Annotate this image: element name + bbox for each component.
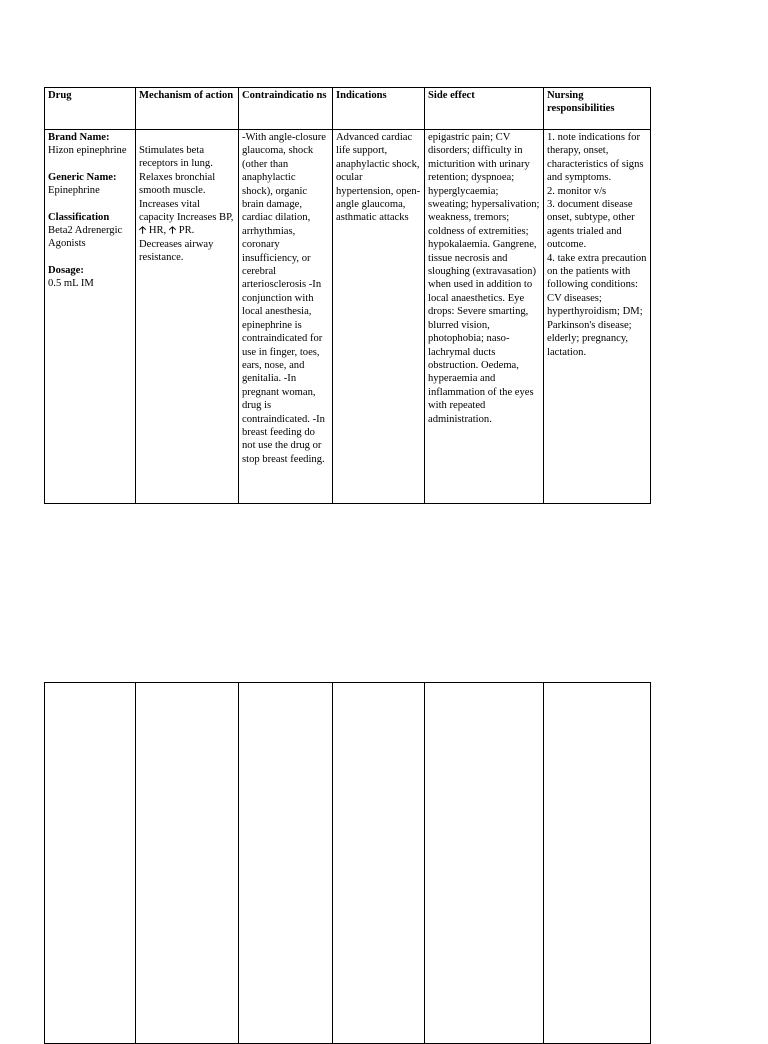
mechanism-resistance: Decreases airway resistance. <box>139 238 214 264</box>
mechanism-bp: Increases BP, <box>176 212 234 224</box>
header-side-effect: Side effect <box>425 88 544 130</box>
empty-cell <box>425 683 544 1044</box>
nursing-item-1: 1. note indications for therapy, onset, characteristics of signs and symptoms. <box>547 132 644 184</box>
brand-name-value: Hizon epinephrine <box>48 145 127 157</box>
mechanism-cell <box>136 130 239 504</box>
nursing-cell <box>544 130 651 504</box>
drug-cell <box>45 130 136 504</box>
brand-name-label: Brand Name: <box>48 132 110 143</box>
table-header-row <box>45 88 651 130</box>
up-arrow-icon: 🡡 <box>168 225 177 237</box>
classification-label: Classification <box>48 211 110 223</box>
contraindications-cell: -With angle-closure glaucoma, shock (other than anaphylactic shock), organic brain damage, cardiac dilation, arrhythmias, coronary insufficiency, or cerebral arteriosclerosis -In conjunction with local anesthesia, epinephrine is contraindicated for use in finger, toes, ears, nose, and genitalia. -In pregnant woman, drug is contraindicated. -In breast feeding do not use the drug or stop breast feeding. <box>239 130 333 504</box>
header-indications: Indications <box>333 88 425 130</box>
mechanism-pr: PR. <box>178 225 195 237</box>
indications-cell: Advanced cardiac life support, anaphylactic shock, ocular hypertension, open-angle glaucoma, asthmatic attacks <box>333 130 425 504</box>
empty-table-row <box>45 683 651 1044</box>
empty-cell <box>333 683 425 1044</box>
nursing-item-2: 2. monitor v/s <box>547 185 607 197</box>
nursing-item-4: 4. take extra precaution on the patients with following conditions: CV diseases; hyperthyroidism; DM; Parkinson's disease; elderly; pregnancy, lactation. <box>547 252 647 358</box>
header-contraindications: Contraindicatio ns <box>239 88 333 130</box>
nursing-item-3: 3. document disease onset, subtype, other agents trialed and outcome. <box>547 199 635 251</box>
table-row <box>45 130 651 504</box>
header-drug: Drug <box>45 88 136 130</box>
mechanism-hr: HR, <box>148 225 167 237</box>
empty-table <box>44 682 651 1044</box>
up-arrow-icon: 🡡 <box>139 225 147 237</box>
empty-cell <box>45 683 136 1044</box>
dosage-value: 0.5 mL IM <box>48 278 94 290</box>
empty-cell <box>239 683 333 1044</box>
classification-value: Beta2 Adrenergic Agonists <box>48 225 123 250</box>
generic-name-label: Generic Name: <box>48 171 117 183</box>
drug-study-table <box>44 87 651 504</box>
mechanism-text: Stimulates beta receptors in lung. Relaxes bronchial smooth muscle. Increases vital capacity <box>139 145 216 224</box>
side-effect-cell: epigastric pain; CV disorders; difficulty in micturition with urinary retention; dyspnoea; hyperglycaemia; sweating; hypersalivation; weakness, tremors; coldness of extremities; hypokalaemia. Gangrene, tissue necrosis and sloughing (extravasation) when used in addition to local anaesthetics. Eye drops: Severe smarting, blurred vision, photophobia; naso-lachrymal ducts obstruction. Oedema, hyperaemia and inflammation of the eyes with repeated administration. <box>425 130 544 504</box>
dosage-label: Dosage: <box>48 264 84 276</box>
generic-name-value: Epinephrine <box>48 185 100 197</box>
empty-cell <box>544 683 651 1044</box>
empty-cell <box>136 683 239 1044</box>
header-nursing: Nursing responsibilities <box>544 88 651 130</box>
header-mechanism: Mechanism of action <box>136 88 239 130</box>
